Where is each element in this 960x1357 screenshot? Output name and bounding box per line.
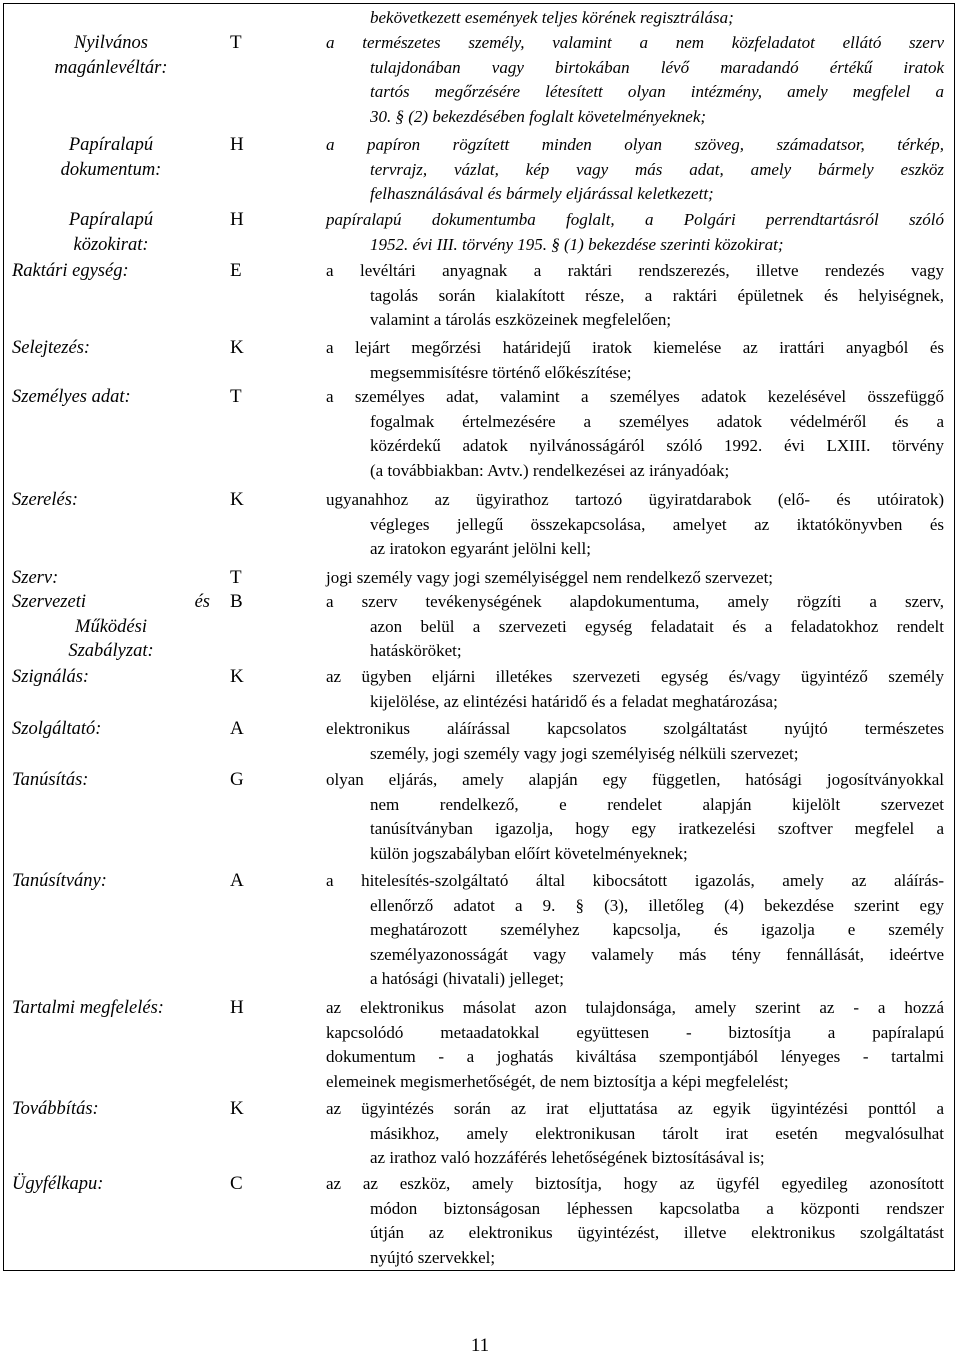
definition-text-line: tartós megőrzésére létesített olyan intézmény, amely megfelel a: [370, 82, 944, 101]
definition-code: T: [230, 567, 242, 588]
definition-text-line: nyújtó szervekkel;: [370, 1247, 496, 1267]
definition-text: [326, 133, 944, 207]
definition-term: [12, 208, 210, 257]
definition-text-line: külön jogszabályban előírt követelményeknek;: [370, 843, 688, 863]
definition-text-line: személyazonosságát vagy valamely más tény fennállását, ideértve: [370, 944, 944, 964]
definition-text-line: a hitelesítés-szolgáltató által kibocsátott igazolás, amely az aláírás-: [326, 871, 944, 890]
definition-term-line: Szolgáltató:: [12, 719, 102, 739]
definition-term-line: Papíralapú: [68, 210, 154, 230]
definition-term: [12, 869, 210, 894]
definition-term-line: Tanúsítás:: [12, 770, 89, 790]
definition-text-line: olyan eljárás, amely alapján egy független, hatósági jogosítványokkal: [326, 770, 944, 789]
definition-term-line: Szignálás:: [12, 667, 90, 687]
definition-code: C: [230, 1173, 243, 1194]
definition-term: [12, 566, 210, 591]
definition-term-line: Személyes adat:: [12, 387, 131, 407]
definition-term-line: Szervezeti és: [12, 592, 210, 612]
definition-term-line: Szabályzat:: [68, 641, 154, 661]
definition-text-line: az ügyben eljárni illetékes szervezeti egység és/vagy ügyintéző személy: [326, 667, 944, 686]
definition-term: [12, 259, 210, 284]
definition-text-line: megsemmisítésre történő előkészítése;: [370, 362, 632, 382]
definition-text-line: azon belül a szervezeti egység feladatait és a feladatokhoz rendelt: [370, 616, 944, 636]
definition-text-line: az ügyintézés során az irat eljuttatása az egyik ügyintézési ponttól a: [326, 1099, 944, 1118]
definition-term: [12, 133, 210, 182]
definition-term: [12, 1172, 210, 1197]
definition-text-line: másikhoz, amely elektronikusan tárolt irat esetén megvalósulhat: [370, 1123, 944, 1143]
definition-text-line: valamint a tárolás eszközeinek megfelelően;: [370, 310, 672, 329]
definition-term: [12, 590, 210, 664]
definition-term: [12, 768, 210, 793]
definition-text: [326, 996, 944, 1094]
definition-term-line: dokumentum:: [60, 159, 162, 180]
definition-text-line: 30. § (2) bekezdésében foglalt követelményeknek;: [370, 106, 707, 126]
definition-text: [326, 717, 944, 766]
definition-text-line: jogi személy vagy jogi személyiséggel nem rendelkező szervezet;: [326, 568, 774, 587]
definition-text-line: útján az elektronikus ügyintézést, illetve elektronikus szolgáltatást: [370, 1223, 944, 1242]
definition-text: [326, 6, 944, 31]
definition-text-line: 1952. évi III. törvény 195. § (1) bekezdése szerinti közokirat;: [370, 234, 784, 254]
definition-text-line: tanúsítványban igazolja, hogy egy iratkezelési szoftver megfelel a: [370, 819, 944, 838]
definition-term-line: Szerelés:: [12, 490, 79, 510]
definition-code: H: [230, 134, 244, 155]
definition-text: [326, 488, 944, 562]
definition-text-line: módon biztonságosan léphessen kapcsolatba a központi rendszer: [370, 1198, 944, 1218]
definition-text-line: elektronikus aláírással kapcsolatos szolgáltatást nyújtó természetes: [326, 719, 944, 738]
definition-text: [326, 1172, 944, 1270]
definition-term: [12, 488, 210, 513]
definition-text: [326, 1097, 944, 1171]
definition-term: [12, 996, 210, 1021]
definition-term-line: Szerv:: [12, 568, 59, 588]
definition-text-line: a hatósági (hivatali) jelleget;: [370, 969, 565, 988]
definition-text-line: ellenőrző adatot a 9. § (3), illetőleg (4) bekezdése szerint egy: [370, 895, 944, 915]
definition-text: [326, 259, 944, 333]
definition-text-line: a papíron rögzített minden olyan szöveg, számadatsor, térkép,: [326, 135, 944, 154]
definition-term: [12, 385, 210, 410]
definition-term-line: Tartalmi megfelelés:: [12, 998, 164, 1018]
definition-text-line: az iratokon egyaránt jelölni kell;: [370, 539, 591, 558]
definition-term: [12, 1097, 210, 1122]
definition-text-line: az elektronikus másolat azon tulajdonsága, amely szerint az - a hozzá: [326, 998, 944, 1017]
definition-text-line: ugyanahhoz az ügyirathoz tartozó ügyiratdarabok (elő- és utóiratok): [326, 490, 944, 509]
definition-text-line: a levéltári anyagnak a raktári rendszerezés, illetve rendezés vagy: [326, 261, 944, 280]
definition-code: B: [230, 591, 243, 612]
definition-text-line: kapcsolódó metaadatokkal együttesen - biztosítja a papíralapú: [326, 1022, 944, 1042]
definition-text-line: az irathoz való hozzáférés lehetőségének biztosításával is;: [370, 1148, 765, 1167]
definition-text-line: tulajdonában vagy birtokában lévő maradandó értékű iratok: [370, 57, 944, 77]
definition-text: [326, 208, 944, 257]
definition-code: A: [230, 870, 244, 891]
definition-text-line: az az eszköz, amely biztosítja, hogy az ügyfél egyedileg azonosított: [326, 1174, 944, 1193]
definition-text-line: a természetes személy, valamint a nem közfeladatot ellátó szerv: [326, 33, 944, 52]
definition-term: [12, 336, 210, 361]
definition-term: [12, 665, 210, 690]
definition-text-line: dokumentum - a joghatás kiváltása szempontjából lényeges - tartalmi: [326, 1047, 944, 1066]
definition-text-line: bekövetkezett események teljes körének regisztrálása;: [370, 8, 734, 27]
definition-term-line: Selejtezés:: [12, 338, 91, 358]
definition-text-line: személy, jogi személy vagy jogi személyiség nélküli szervezet;: [370, 743, 799, 763]
definition-term-line: Működési: [75, 616, 147, 637]
definition-code: K: [230, 337, 244, 358]
definition-code: T: [230, 32, 242, 53]
definition-text-line: a személyes adat, valamint a személyes adatok kezelésével összefüggő: [326, 387, 944, 406]
definition-code: K: [230, 489, 244, 510]
definition-text-line: hatásköröket;: [370, 641, 462, 660]
definition-text: [326, 31, 944, 129]
definition-code: G: [230, 769, 244, 790]
definition-term-line: Tanúsítvány:: [12, 871, 107, 891]
page-number: 11: [470, 1335, 490, 1356]
definition-text-line: közérdekű adatok nyilvánosságáról szóló 1992. évi LXIII. törvény: [370, 436, 944, 455]
definition-text-line: (a továbbiakban: Avtv.) rendelkezései az irányadóak;: [370, 460, 730, 480]
definition-code: T: [230, 386, 242, 407]
definition-text-line: tagolás során kialakított része, a raktári épületnek és helyiségnek,: [370, 285, 944, 305]
definition-text: [326, 590, 944, 664]
definition-code: K: [230, 1098, 244, 1119]
definition-text-line: a lejárt megőrzési határidejű iratok kiemelése az irattári anyagból és: [326, 338, 944, 357]
definition-text-line: papíralapú dokumentumba foglalt, a Polgári perrendtartásról szóló: [326, 210, 944, 229]
definition-code: E: [230, 260, 242, 281]
definition-text-line: kijelölése, az elintézési határidő és a feladat meghatározása;: [370, 691, 778, 711]
definition-code: H: [230, 209, 244, 230]
definition-text-line: nem rendelkező, e rendelet alapján kijelölt szervezet: [370, 794, 944, 814]
definition-term-line: Raktári egység:: [12, 261, 129, 281]
definition-term: [12, 31, 210, 80]
definition-text-line: tervrajz, vázlat, kép vagy más adat, amely bármely eszköz: [370, 159, 944, 179]
definition-text: [326, 566, 944, 591]
definition-term-line: Papíralapú: [68, 135, 154, 155]
definition-text-line: felhasználásával és bármely eljárással keletkezett;: [370, 184, 714, 203]
definition-code: K: [230, 666, 244, 687]
definition-text: [326, 336, 944, 385]
definition-text: [326, 665, 944, 714]
definition-term-line: Ügyfélkapu:: [12, 1174, 104, 1194]
definition-text-line: végleges jellegű összekapcsolása, amelyet az iktatókönyvben és: [370, 514, 944, 534]
definition-term-line: közokirat:: [73, 234, 149, 255]
definition-text: [326, 385, 944, 483]
definition-term-line: Nyilvános: [74, 33, 148, 53]
definition-term-line: magánlevéltár:: [54, 57, 168, 78]
definition-text-line: meghatározott személyhez kapcsolja, és igazolja e személy: [370, 920, 944, 939]
definition-text: [326, 869, 944, 992]
definition-term-line: Továbbítás:: [12, 1099, 99, 1119]
definition-text: [326, 768, 944, 866]
definition-text-line: a szerv tevékenységének alapdokumentuma, amely rögzíti a szerv,: [326, 592, 944, 611]
definition-code: A: [230, 718, 244, 739]
definition-text-line: fogalmak értelmezésére a személyes adatok védelméről és a: [370, 411, 944, 431]
definition-term: [12, 717, 210, 742]
definition-code: H: [230, 997, 244, 1018]
definition-text-line: elemeinek megismerhetőségét, de nem biztosítja a képi megfelelést;: [326, 1071, 789, 1091]
